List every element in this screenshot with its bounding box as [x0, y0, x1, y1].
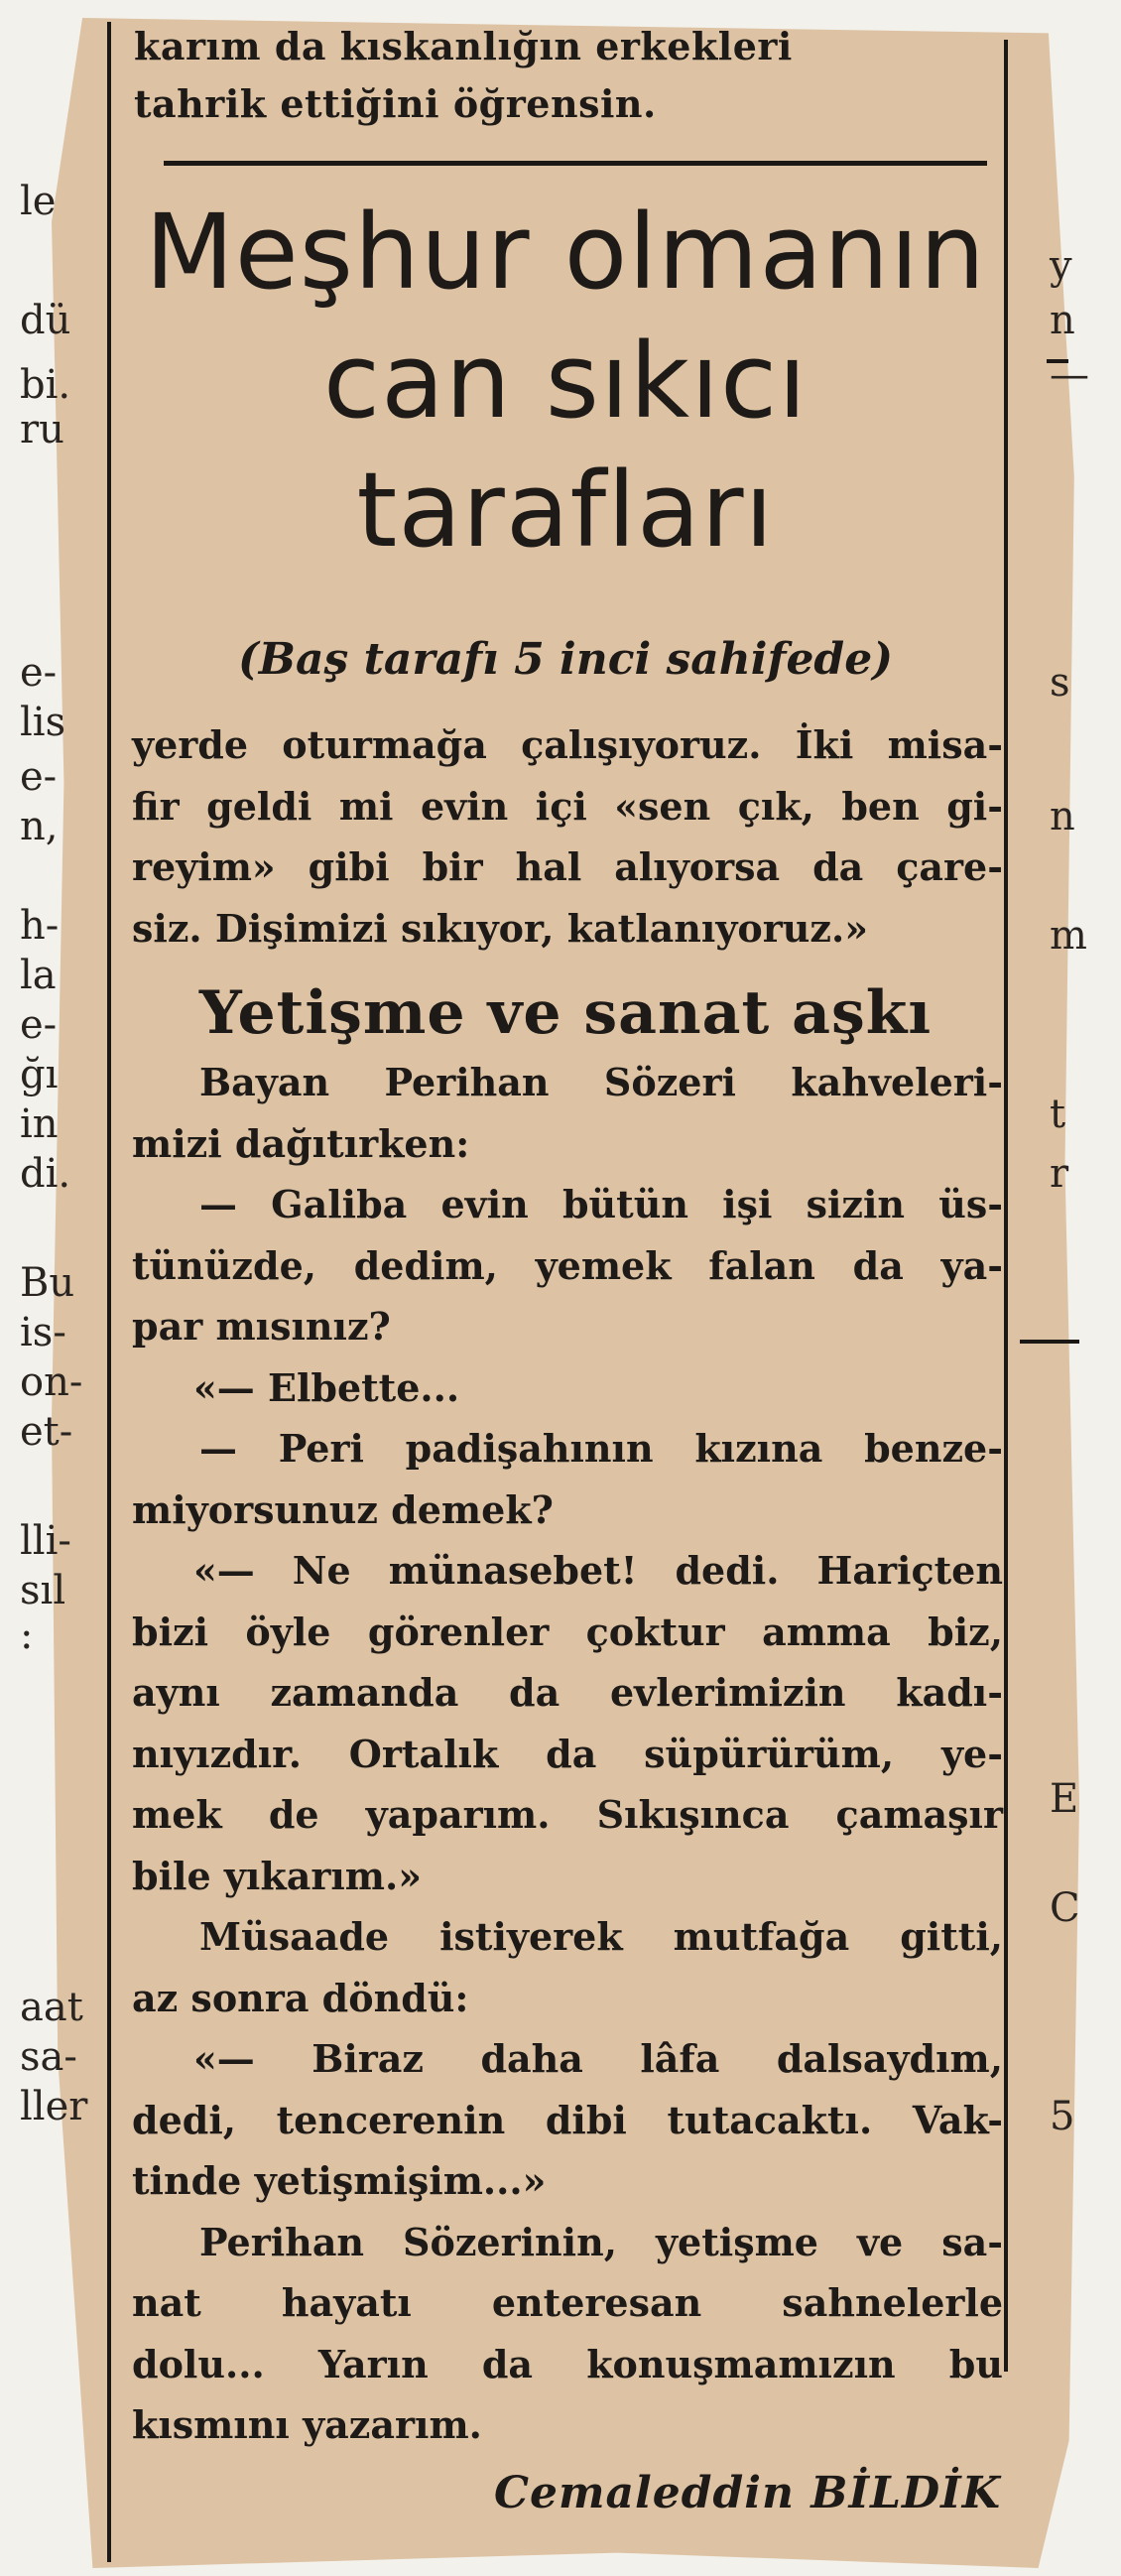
- right-fragment: n: [1050, 794, 1075, 839]
- text-line: aynı zamanda da evlerimizin kadı-: [132, 1670, 1003, 1715]
- continuation-line: tahrik ettiğini öğrensin.: [134, 81, 657, 126]
- right-fragment: m: [1050, 913, 1087, 959]
- text-line: yerde oturmağa çalışıyoruz. İki misa-: [132, 722, 1003, 767]
- right-fragment: —: [1050, 352, 1089, 398]
- left-fragment: lli-: [20, 1518, 71, 1564]
- left-fragment: bi.: [20, 362, 71, 408]
- text-line: «— Biraz daha lâfa dalsaydım,: [193, 2036, 1003, 2081]
- left-fragment: e-: [20, 650, 58, 696]
- text-line: fir geldi mi evin içi «sen çık, ben gi-: [132, 783, 1003, 829]
- text-line: Perihan Sözerinin, yetişme ve sa-: [199, 2219, 1003, 2264]
- left-fragment: aat: [20, 1985, 83, 2030]
- section-heading: Yetişme ve sanat aşkı: [198, 978, 933, 1048]
- text-line: par mısınız?: [132, 1304, 391, 1349]
- right-margin-dash: [1020, 1340, 1079, 1344]
- continuation-line: karım da kıskanlığın erkekleri: [134, 24, 793, 68]
- right-fragment: n: [1050, 298, 1075, 343]
- left-fragment: ru: [20, 407, 64, 452]
- continuation-note: (Baş tarafı 5 inci sahifede): [237, 634, 894, 685]
- left-fragment: in: [20, 1101, 59, 1147]
- headline-line-2: can sıkıcı tarafları: [322, 321, 809, 571]
- headline-line-1: Meşhur olmanın: [145, 192, 986, 313]
- text-line: nıyızdır. Ortalık da süpürürüm, ye-: [132, 1731, 1003, 1776]
- right-fragment: E: [1050, 1776, 1079, 1822]
- text-line: «— Ne münasebet! dedi. Hariçten: [193, 1548, 1003, 1593]
- text-line: kısmını yazarım.: [132, 2402, 482, 2447]
- left-fragment: sıl: [20, 1568, 66, 1613]
- text-line: az sonra döndü:: [132, 1975, 469, 2020]
- right-fragment: 5: [1050, 2094, 1075, 2139]
- right-fragment: t: [1050, 1092, 1066, 1137]
- left-fragment: Bu: [20, 1260, 75, 1306]
- left-column-rule: [107, 22, 111, 2562]
- body-text: [124, 1052, 1007, 2456]
- left-fragment: ller: [20, 2084, 88, 2129]
- left-fragment: lis: [20, 700, 66, 745]
- text-line: reyim» gibi bir hal alıyorsa da çare-: [132, 844, 1003, 889]
- left-fragment: h-: [20, 903, 60, 949]
- left-fragment: di.: [20, 1151, 71, 1197]
- left-fragment: n,: [20, 804, 59, 849]
- right-fragment: C: [1050, 1885, 1080, 1931]
- left-fragment: le: [20, 179, 57, 224]
- previous-article-ending: [134, 18, 1007, 133]
- left-fragment: dü: [20, 298, 71, 343]
- left-fragment: is-: [20, 1310, 66, 1355]
- text-line: — Galiba evin bütün işi sizin üs-: [199, 1182, 1003, 1226]
- right-fragment: r: [1050, 1151, 1069, 1197]
- text-line: siz. Dişimizi sıkıyor, katlanıyoruz.»: [132, 905, 868, 951]
- intro-paragraph: [124, 714, 1007, 959]
- article: [124, 18, 1007, 2518]
- text-line: nat hayatı enteresan sahnelerle: [132, 2280, 1003, 2325]
- left-fragment: sa-: [20, 2034, 77, 2080]
- left-fragment: ğı: [20, 1052, 59, 1097]
- text-line: miyorsunuz demek?: [132, 1486, 554, 1532]
- right-fragment: y: [1050, 243, 1072, 289]
- text-line: mizi dağıtırken:: [132, 1120, 470, 1166]
- text-line: tinde yetişmişim...»: [132, 2158, 547, 2203]
- text-line: dolu... Yarın da konuşmamızın bu: [132, 2341, 1003, 2386]
- author-signature: Cemaleddin BİLDİK: [493, 2467, 1001, 2518]
- text-line: mek de yaparım. Sıkışınca çamaşır: [132, 1792, 1003, 1837]
- headline-rule: [164, 161, 987, 166]
- right-fragment: s: [1050, 660, 1070, 706]
- text-line: bizi öyle görenler çoktur amma biz,: [132, 1609, 1003, 1654]
- left-fragment: on-: [20, 1359, 83, 1405]
- left-fragment: et-: [20, 1409, 73, 1455]
- left-fragment: la: [20, 953, 57, 998]
- text-line: tünüzde, dedim, yemek falan da ya-: [132, 1242, 1003, 1288]
- text-line: «— Elbette...: [193, 1364, 460, 1410]
- left-fragment: :: [20, 1612, 34, 1658]
- text-line: Müsaade istiyerek mutfağa gitti,: [199, 1914, 1003, 1959]
- text-line: bile yıkarım.»: [132, 1853, 422, 1898]
- text-line: Bayan Perihan Sözeri kahveleri-: [199, 1060, 1003, 1104]
- text-line: dedi, tencerenin dibi tutacaktı. Vak-: [132, 2097, 1003, 2142]
- left-fragment: e-: [20, 754, 58, 800]
- text-line: — Peri padişahının kızına benze-: [199, 1426, 1003, 1471]
- article-headline: [124, 188, 1007, 575]
- left-fragment: e-: [20, 1002, 58, 1048]
